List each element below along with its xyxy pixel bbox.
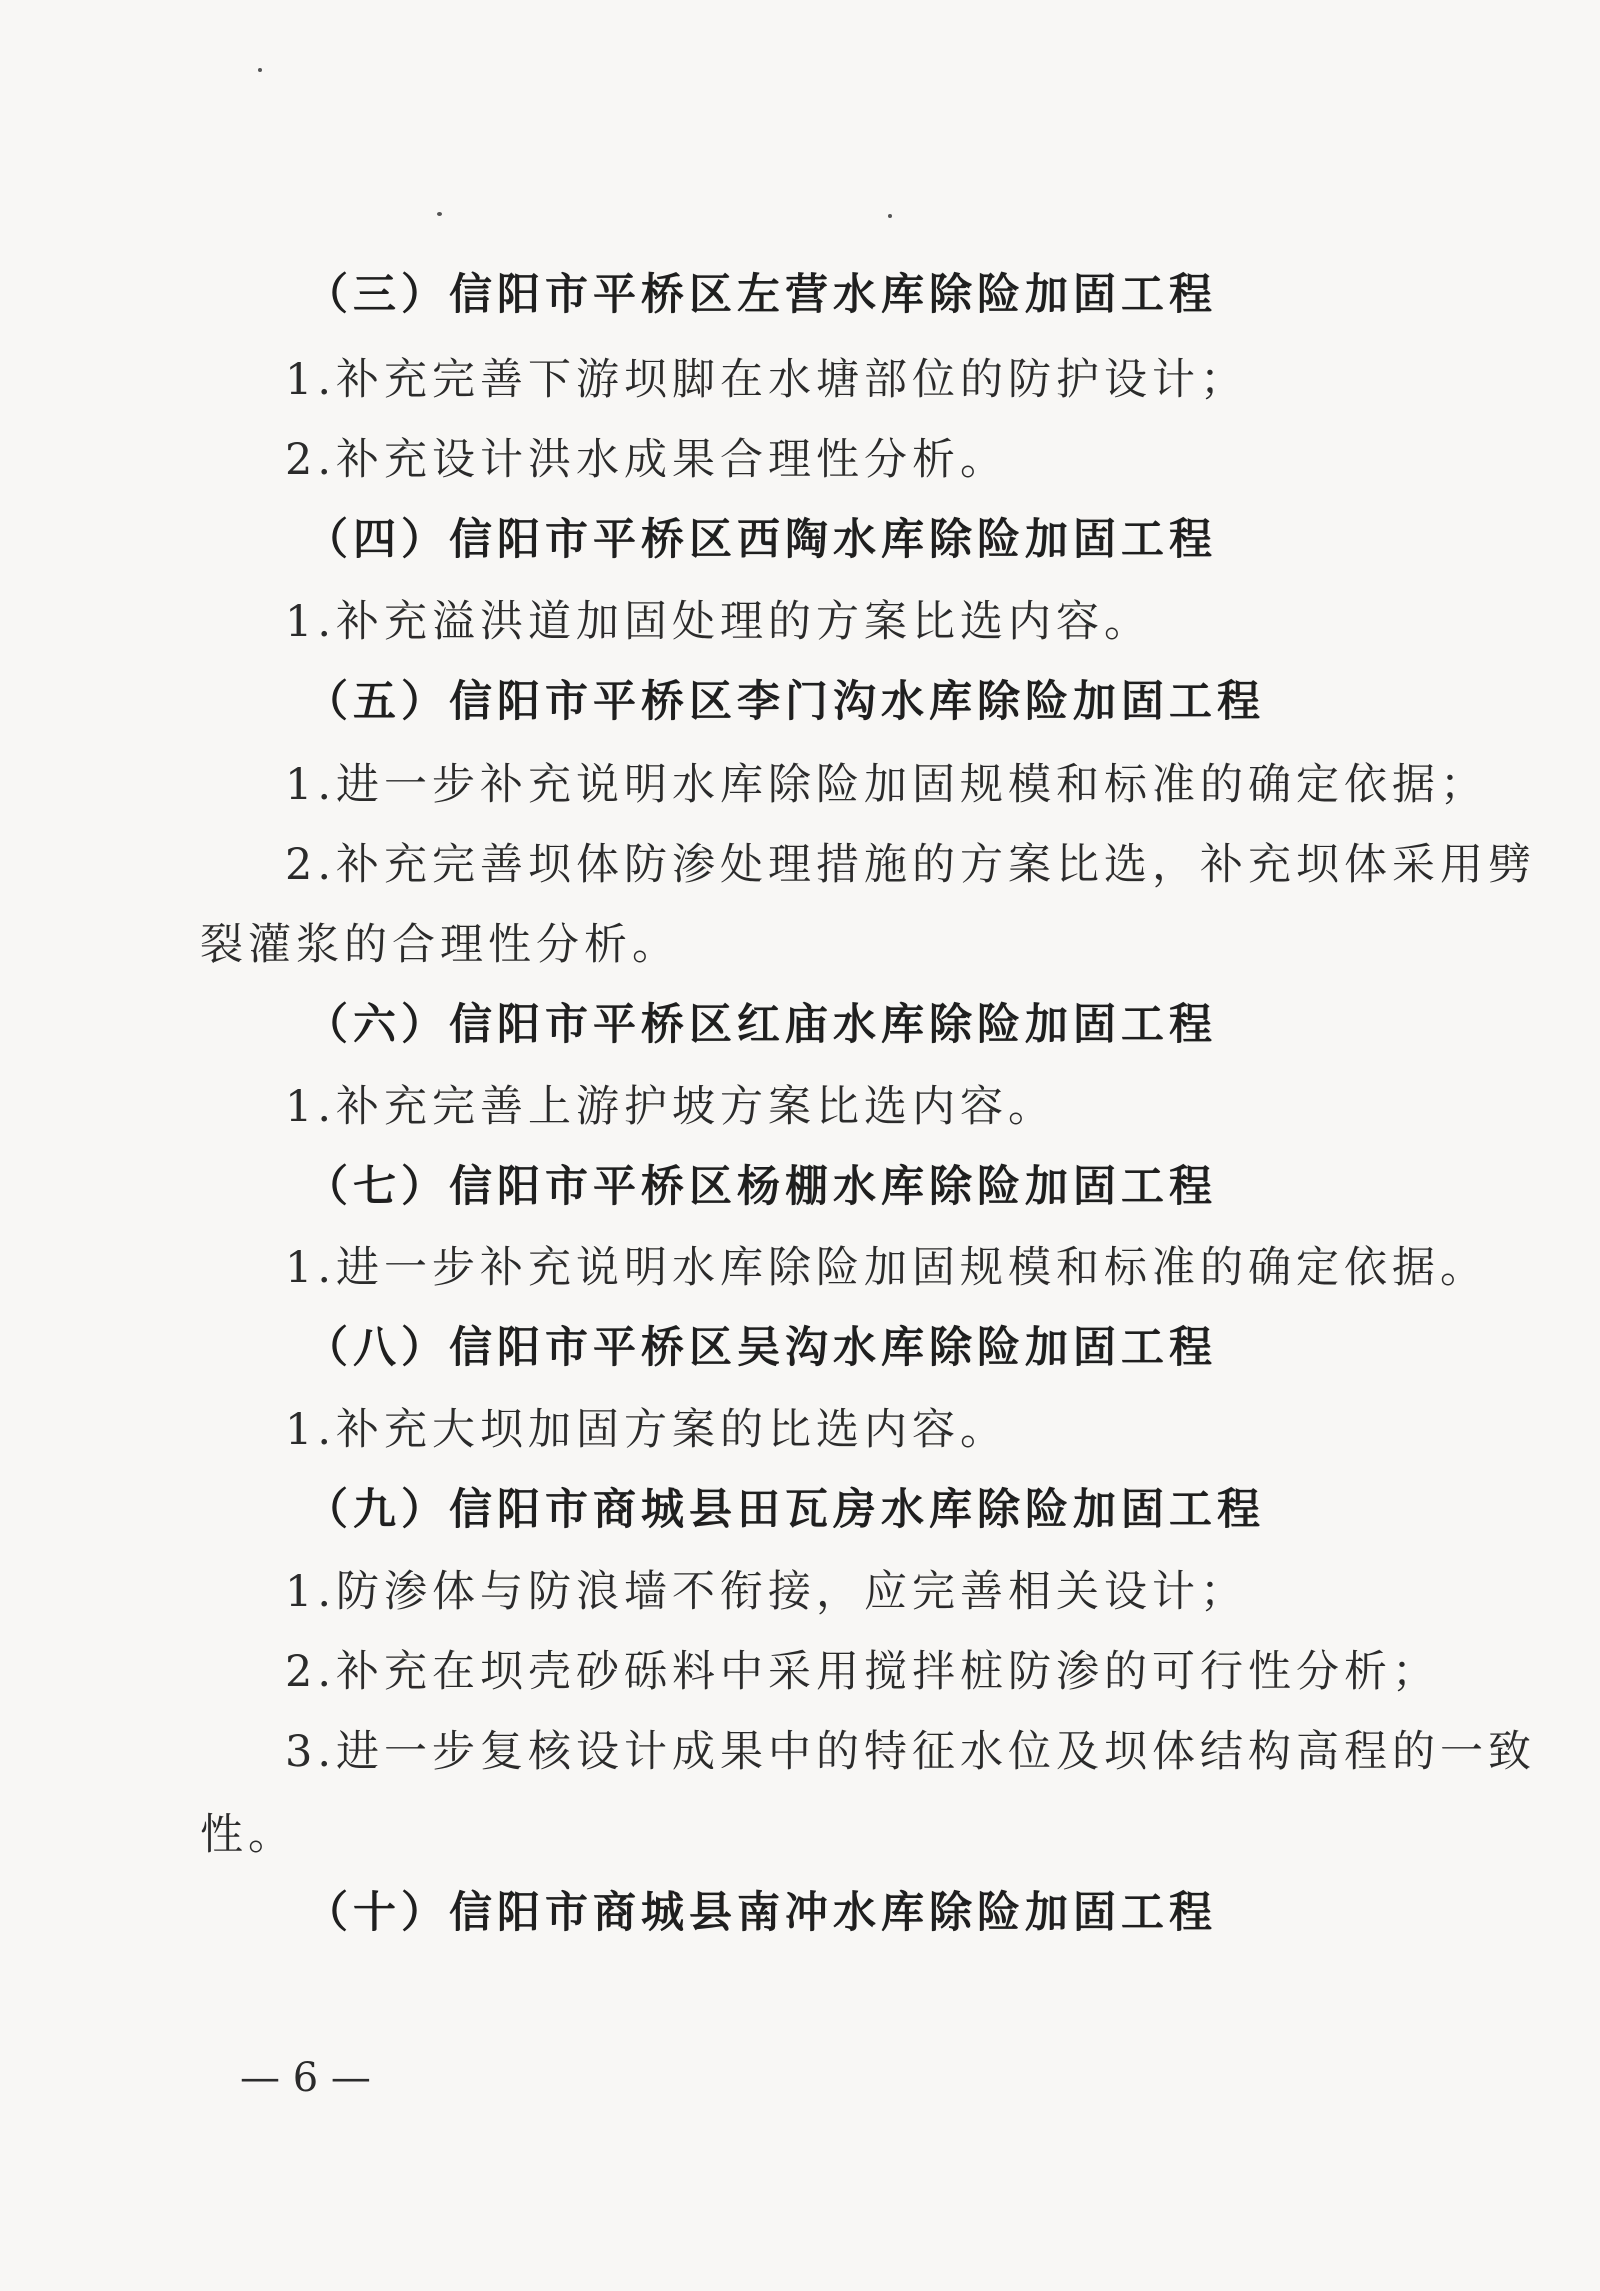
item-7-1: 1.进一步补充说明水库除险加固规模和标准的确定依据。 xyxy=(285,1243,1489,1293)
page-number: — 6 — xyxy=(240,2055,371,2101)
scan-speck xyxy=(258,68,262,72)
item-5-1: 1.进一步补充说明水库除险加固规模和标准的确定依据； xyxy=(285,760,1489,810)
item-6-1: 1.补充完善上游护坡方案比选内容。 xyxy=(285,1082,1057,1132)
section-heading-8: （八）信阳市平桥区吴沟水库除险加固工程 xyxy=(305,1323,1217,1373)
scan-speck xyxy=(888,214,892,218)
item-9-2: 2.补充在坝壳砂砾料中采用搅拌桩防渗的可行性分析； xyxy=(285,1647,1441,1697)
item-5-2-continued: 裂灌浆的合理性分析。 xyxy=(200,920,680,970)
item-9-3: 3.进一步复核设计成果中的特征水位及坝体结构高程的一致 xyxy=(285,1727,1537,1777)
item-3-2: 2.补充设计洪水成果合理性分析。 xyxy=(285,435,1009,485)
item-8-1: 1.补充大坝加固方案的比选内容。 xyxy=(285,1405,1009,1455)
section-heading-3: （三）信阳市平桥区左营水库除险加固工程 xyxy=(305,270,1217,320)
section-heading-7: （七）信阳市平桥区杨棚水库除险加固工程 xyxy=(305,1162,1217,1212)
item-3-1: 1.补充完善下游坝脚在水塘部位的防护设计； xyxy=(285,355,1249,405)
item-5-2: 2.补充完善坝体防渗处理措施的方案比选，补充坝体采用劈 xyxy=(285,840,1537,890)
item-4-1: 1.补充溢洪道加固处理的方案比选内容。 xyxy=(285,597,1153,647)
section-heading-9: （九）信阳市商城县田瓦房水库除险加固工程 xyxy=(305,1485,1265,1535)
section-heading-4: （四）信阳市平桥区西陶水库除险加固工程 xyxy=(305,515,1217,565)
section-heading-10: （十）信阳市商城县南冲水库除险加固工程 xyxy=(305,1888,1217,1938)
item-9-1: 1.防渗体与防浪墙不衔接，应完善相关设计； xyxy=(285,1567,1249,1617)
item-9-3-continued: 性。 xyxy=(200,1810,296,1860)
section-heading-5: （五）信阳市平桥区李门沟水库除险加固工程 xyxy=(305,677,1265,727)
scan-speck xyxy=(437,212,442,216)
section-heading-6: （六）信阳市平桥区红庙水库除险加固工程 xyxy=(305,1000,1217,1050)
